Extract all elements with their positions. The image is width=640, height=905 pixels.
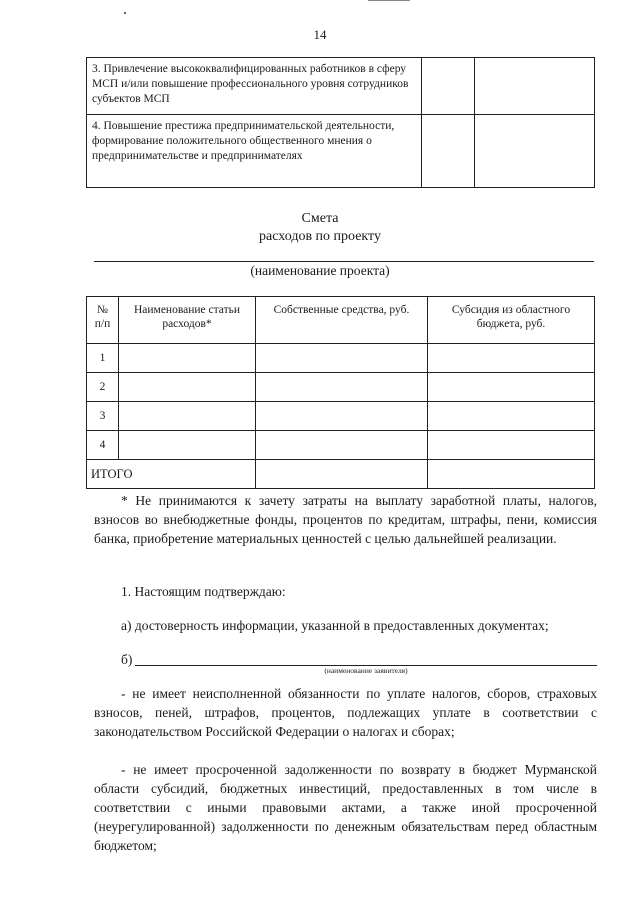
item-a-text: а) достоверность информации, указанной в предоставленных документах; (121, 618, 549, 633)
estimate-row (87, 344, 595, 373)
row-item-cell (119, 344, 256, 373)
row-own-cell (256, 344, 428, 373)
scan-speck (124, 12, 126, 14)
bullet-debts: - не имеет просроченной задолженности по возврату в бюджет Мурманской области субсидий, бюджетных инвестиций, предоставленных в том числе в соответствии с иными правовыми актами, а также иной просроченной (неурегулированной) задолженности по денежным обязательствам перед областным бюджетом; (94, 762, 597, 853)
estimate-table (86, 296, 595, 489)
estimate-title: Смета (301, 211, 339, 226)
estimate-row (87, 431, 595, 460)
goal-4-cell-2 (422, 115, 475, 188)
row-number: 1 (87, 344, 119, 373)
goal-4-cell-3 (475, 115, 595, 188)
goal-3-cell-3 (475, 58, 595, 115)
confirm-heading: 1. Настоящим подтверждаю: (121, 584, 286, 599)
item-b-label: б) (121, 652, 133, 667)
estimate-subtitle: расходов по проекту (259, 229, 381, 244)
goal-3-cell-2 (422, 58, 475, 115)
row-subsidy-cell (428, 373, 595, 402)
header-own-funds: Собственные средства, руб. (256, 297, 428, 344)
row-number: 3 (87, 402, 119, 431)
goal-4-text: 4. Повышение престижа предпринимательской деятельности, формирование положительного общественного мнения о предпринимательстве и предпринимателях (87, 115, 422, 188)
goal-3-text: 3. Привлечение высококвалифицированных работников в сферу МСП и/или повышение профессионального уровня сотрудников субъектов МСП (87, 58, 422, 115)
row-own-cell (256, 431, 428, 460)
row-subsidy-cell (428, 344, 595, 373)
goals-row-3 (87, 58, 595, 115)
header-item: Наименование статьи расходов* (119, 297, 256, 344)
row-subsidy-cell (428, 402, 595, 431)
goals-row-4 (87, 115, 595, 188)
goals-table (86, 57, 595, 188)
estimate-row (87, 373, 595, 402)
project-name-caption: (наименование проекта) (250, 263, 390, 278)
row-own-cell (256, 373, 428, 402)
total-own-cell (256, 460, 428, 489)
footnote-text: * Не принимаются к зачету затраты на выплату заработной платы, налогов, взносов во внебюджетные фонды, процентов по кредитам, штрафы, пени, комиссия банка, приобретение материальных ценностей с целью дальнейшей реализации. (94, 493, 597, 546)
applicant-name-caption: (наименование заявителя) (324, 666, 408, 675)
total-label: ИТОГО (87, 460, 256, 489)
estimate-row (87, 402, 595, 431)
project-name-line (94, 261, 594, 262)
row-item-cell (119, 431, 256, 460)
row-subsidy-cell (428, 431, 595, 460)
estimate-total-row (87, 460, 595, 489)
page-number: 14 (313, 27, 327, 42)
estimate-header-row (87, 297, 595, 344)
row-number: 2 (87, 373, 119, 402)
top-edge-line (368, 0, 410, 1)
header-num: № п/п (87, 297, 119, 344)
header-subsidy: Субсидия из областного бюджета, руб. (428, 297, 595, 344)
total-subsidy-cell (428, 460, 595, 489)
row-item-cell (119, 373, 256, 402)
row-own-cell (256, 402, 428, 431)
row-item-cell (119, 402, 256, 431)
bullet-taxes: - не имеет неисполненной обязанности по уплате налогов, сборов, страховых взносов, пеней, штрафов, процентов, подлежащих уплате в соответствии с законодательством Российской Федерации о налогах и сборах; (94, 686, 597, 739)
row-number: 4 (87, 431, 119, 460)
